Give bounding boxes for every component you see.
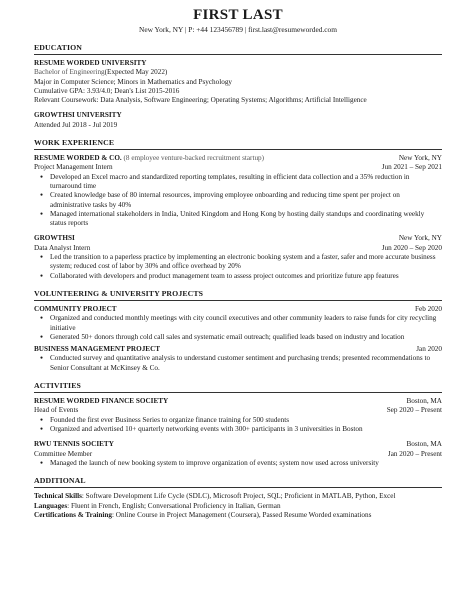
job-location: New York, NY xyxy=(398,154,442,163)
activity-location: Boston, MA xyxy=(406,440,442,449)
candidate-name: FIRST LAST xyxy=(193,7,283,23)
list-item: ● Collaborated with developers and product management team to assess project outcomes and prioritize future app features xyxy=(45,272,442,281)
list-item: ● Organized and conducted monthly meetings with city council executives and other community leaders to raise funds for city recycling initiative xyxy=(45,314,442,333)
project-header xyxy=(34,345,442,354)
list-item: ● Developed an Excel macro and standardized reporting templates, resulting in efficient data collection and a 35% reduction in turnaround time xyxy=(45,173,442,192)
project-name: COMMUNITY PROJECT xyxy=(34,304,117,313)
job-bullets xyxy=(34,173,442,229)
activity-name: RWU TENNIS SOCIETY xyxy=(34,440,114,449)
job-role: Data Analyst Intern xyxy=(34,243,91,252)
activity-name: RESUME WORDED FINANCE SOCIETY xyxy=(34,397,169,406)
job-dates: Jun 2021 – Sep 2021 xyxy=(381,163,442,172)
expected-date: (Expected May 2022) xyxy=(104,68,168,77)
job-header xyxy=(34,154,442,163)
certifications xyxy=(34,511,442,521)
contact-line: New York, NY | P: +44 123456789 | first.last@resumeworded.com xyxy=(139,25,337,34)
skill-label: Technical Skills xyxy=(34,492,82,501)
activity-dates: Sep 2020 – Present xyxy=(386,406,442,415)
activity-dates: Jan 2020 – Present xyxy=(387,449,442,458)
list-item: ● Led the transition to a paperless practice by implementing an electronic booking system and a faster, safer and more accurate business system; reduced cost of labor by 30% and office overhead by 20% xyxy=(45,253,442,272)
list-item: ● Created knowledge base of 80 internal resources, improving employee onboarding and reducing time spent per project on administrative tasks by 40% xyxy=(45,191,442,210)
project-header xyxy=(34,305,442,314)
skill-value: : Fluent in French, English; Conversational Proficiency in Italian, German xyxy=(67,501,281,510)
degree: Bachelor of Engineering xyxy=(34,68,105,77)
list-item: ● Founded the first ever Business Series to organize finance training for 500 students xyxy=(45,416,442,425)
school-name: GROWTHSI UNIVERSITY xyxy=(34,111,122,120)
section-title-education: EDUCATION xyxy=(34,43,82,52)
list-item: ● Generated 50+ donors through cold call sales and systematic email outreach; qualified leads based on industry and location xyxy=(45,333,442,342)
job-role: Project Management Intern xyxy=(34,163,113,172)
project-bullets xyxy=(34,314,442,342)
section-divider xyxy=(34,149,442,150)
section-divider xyxy=(34,300,442,301)
technical-skills xyxy=(34,492,442,502)
section-title-volunteering: VOLUNTEERING & UNIVERSITY PROJECTS xyxy=(34,288,204,298)
skill-value: : Online Course in Project Management (Coursera), Passed Resume Worded examinations xyxy=(112,511,372,520)
project-date: Jan 2020 xyxy=(416,345,442,354)
section-divider xyxy=(34,487,442,488)
coursework-line: Relevant Coursework: Data Analysis, Software Engineering; Operating Systems; Algorithms; Artificial Intelligence xyxy=(34,96,367,105)
job-header xyxy=(34,234,442,243)
attended-line: Attended Jul 2018 - Jul 2019 xyxy=(34,120,118,129)
languages xyxy=(34,502,442,512)
activity-bullets xyxy=(34,416,442,435)
section-divider xyxy=(34,392,442,393)
job-bullets xyxy=(34,253,442,281)
activity-bullets xyxy=(34,459,442,468)
section-divider xyxy=(34,54,442,55)
job-role-row xyxy=(34,244,442,253)
company-note: (8 employee venture-backed recruitment startup) xyxy=(123,154,265,163)
section-title-activities: ACTIVITIES xyxy=(34,381,81,391)
section-title-work: WORK EXPERIENCE xyxy=(34,138,115,148)
activity-role-row xyxy=(34,450,442,459)
company-name: RESUME WORDED & CO. xyxy=(34,154,122,163)
skill-label: Languages xyxy=(34,501,68,510)
degree-line xyxy=(34,68,442,77)
skill-label: Certifications & Training xyxy=(34,511,112,520)
list-item: ● Conducted survey and quantitative analysis to understand customer sentiment and purchasing trends; presented recommendations to Senior Consultant at McKinsey & Co. xyxy=(45,354,442,373)
job-dates: Jun 2020 – Sep 2020 xyxy=(381,243,442,252)
project-name: BUSINESS MANAGEMENT PROJECT xyxy=(34,345,161,354)
activity-role: Head of Events xyxy=(34,406,79,415)
job-location: New York, NY xyxy=(398,234,442,243)
activity-header xyxy=(34,440,442,449)
activity-role: Committee Member xyxy=(34,449,93,458)
skill-value: : Software Development Life Cycle (SDLC), Microsoft Project, SQL; Proficient in MATLAB, Python, Excel xyxy=(81,492,396,501)
list-item: ● Organized and advertised 10+ quarterly networking events with 300+ participants in 3 universities in Boston xyxy=(45,425,442,434)
job-role-row xyxy=(34,163,442,172)
list-item: ● Managed the launch of new booking system to improve organization of events; system now used across university xyxy=(45,459,442,468)
activity-role-row xyxy=(34,406,442,415)
company-name: GROWTHSI xyxy=(34,234,75,243)
project-bullets xyxy=(34,354,442,373)
project-date: Feb 2020 xyxy=(415,304,442,313)
school-name: RESUME WORDED UNIVERSITY xyxy=(34,59,147,67)
section-title-additional: ADDITIONAL xyxy=(34,476,86,486)
list-item: ● Managed international stakeholders in India, United Kingdom and Hong Kong by hosting daily standups and coordinating weekly status reports xyxy=(45,210,442,229)
major-line: Major in Computer Science; Minors in Mathematics and Psychology xyxy=(34,77,233,86)
activity-location: Boston, MA xyxy=(406,397,442,406)
activity-header xyxy=(34,397,442,406)
gpa-line: Cumulative GPA: 3.93/4.0; Dean's List 2015-2016 xyxy=(34,86,180,95)
